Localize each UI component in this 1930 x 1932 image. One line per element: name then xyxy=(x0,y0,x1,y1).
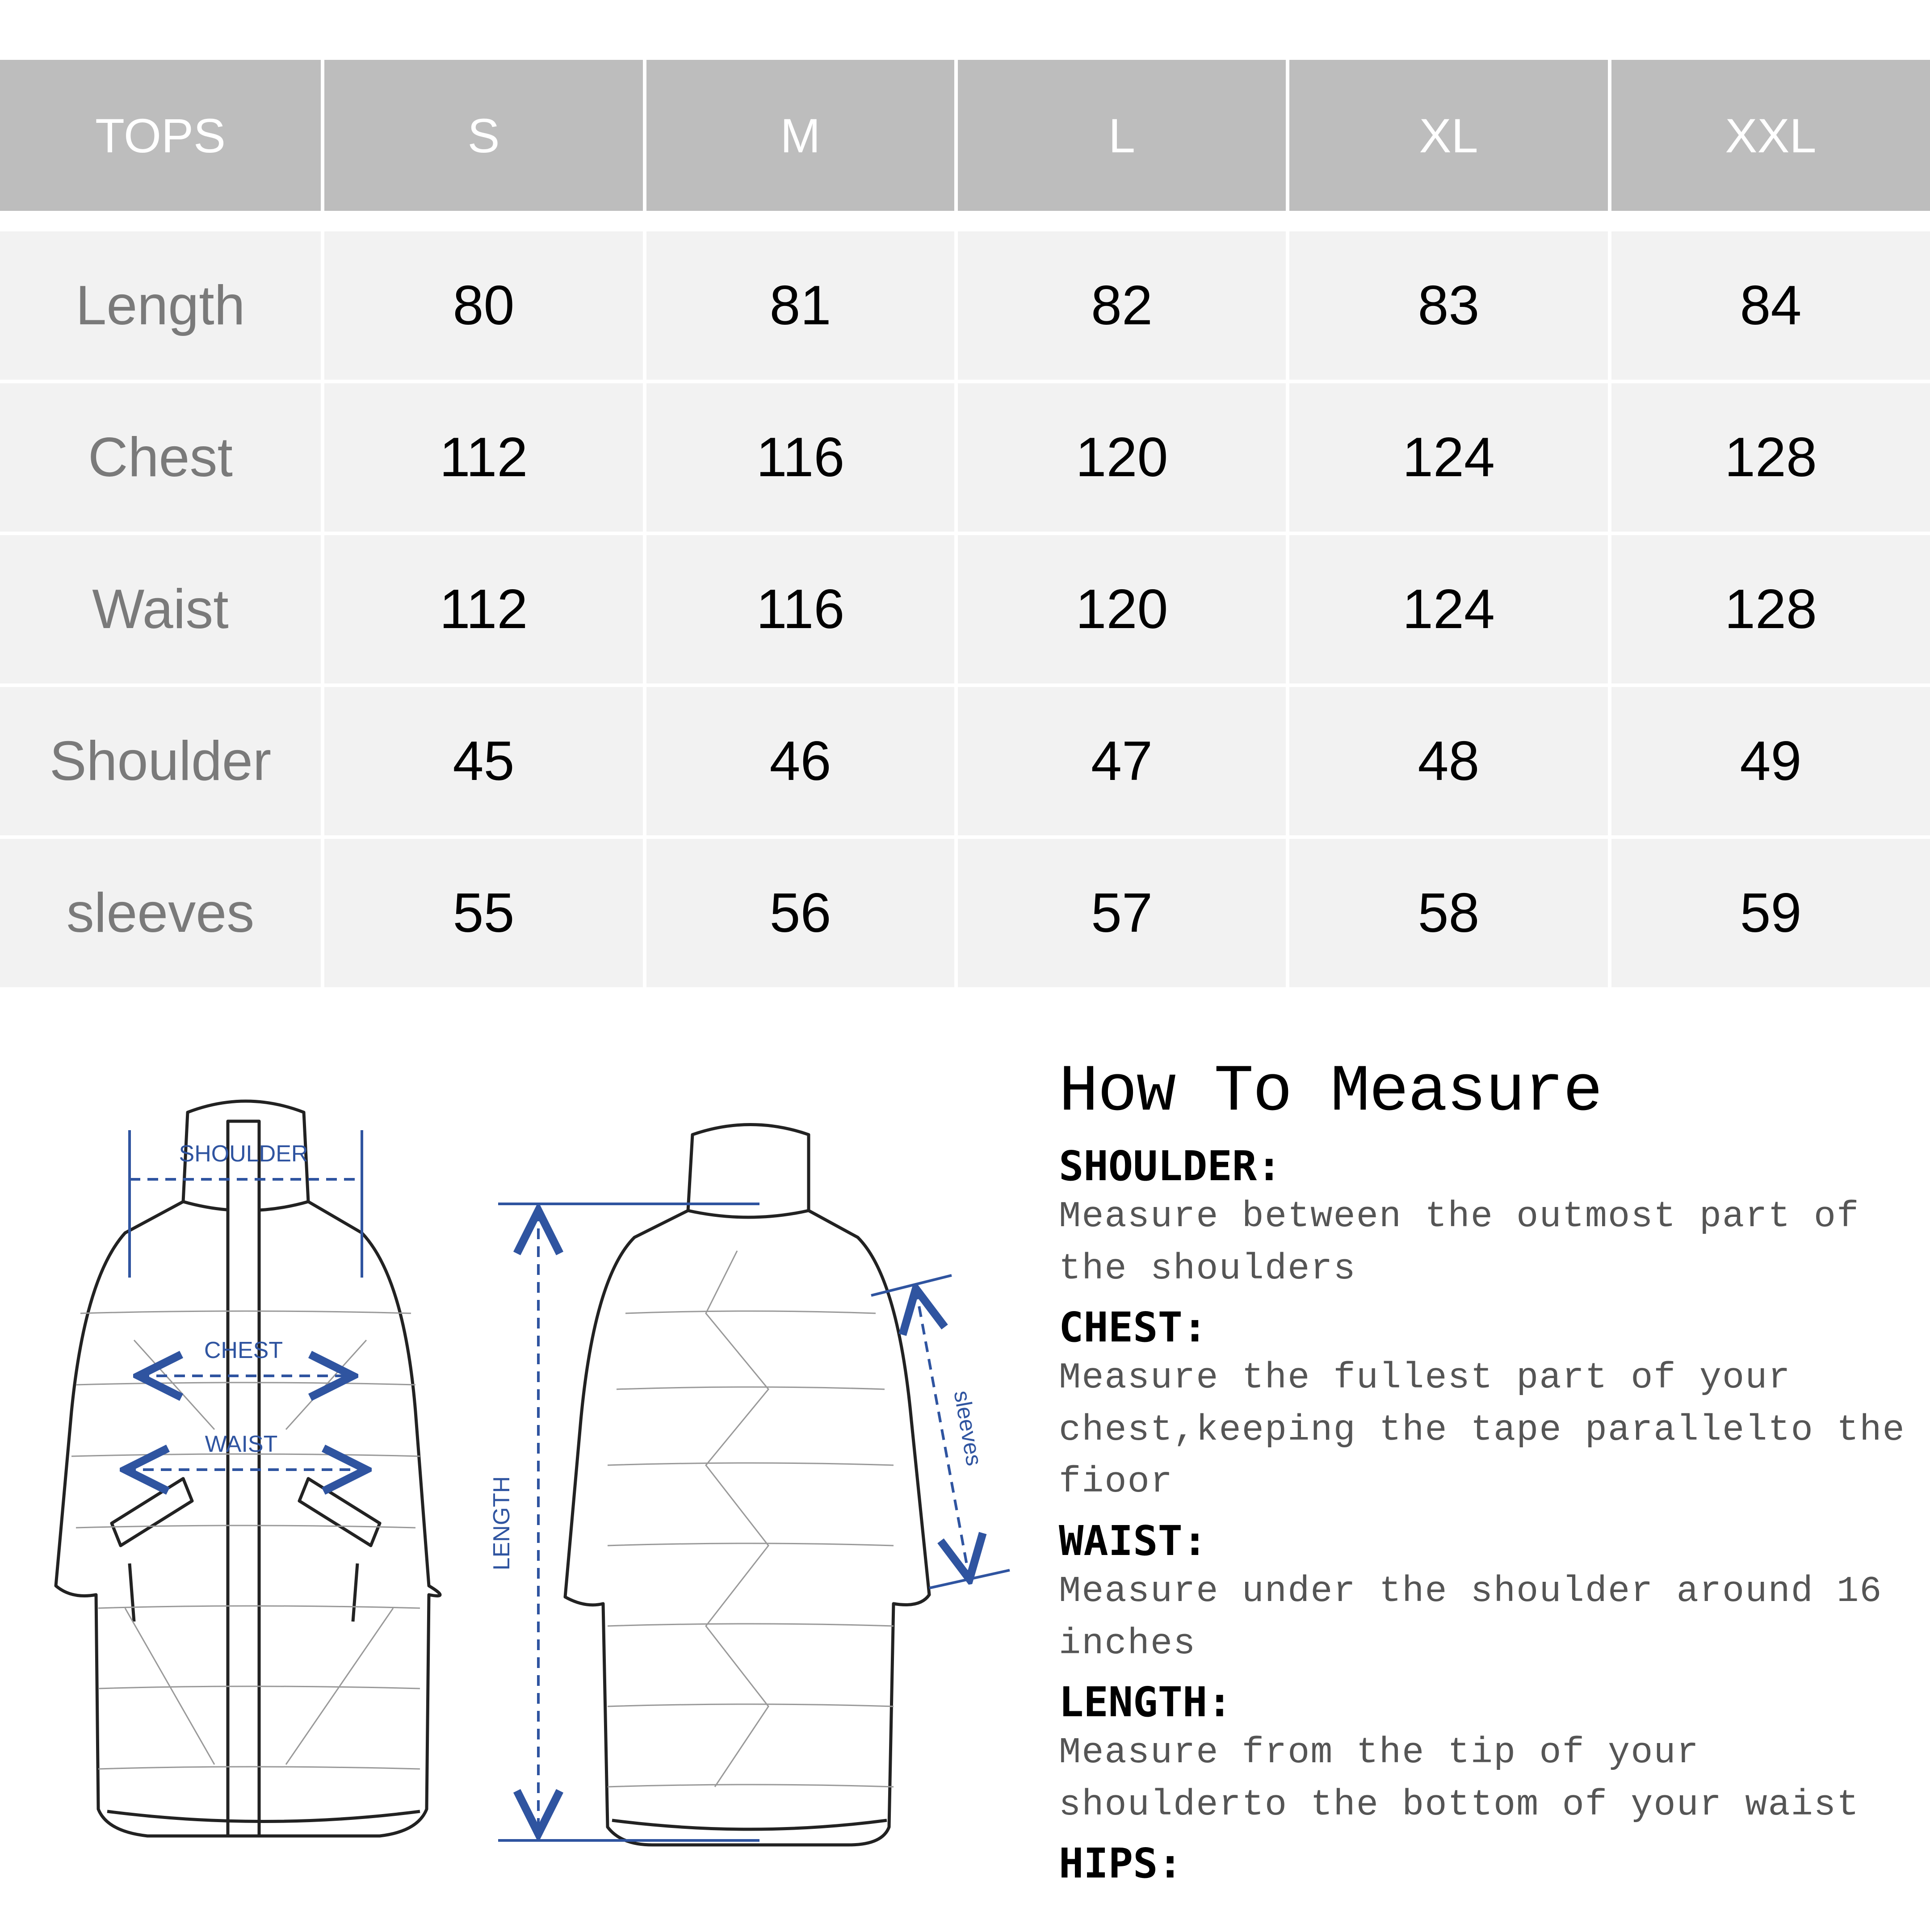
table-cell: 57 xyxy=(958,839,1286,987)
table-cell: 49 xyxy=(1611,687,1930,835)
table-cell: 45 xyxy=(324,687,643,835)
table-cell: 128 xyxy=(1611,535,1930,683)
back-coat-illustration xyxy=(565,1125,929,1845)
table-cell: 116 xyxy=(646,535,954,683)
chest-description: Measure the fullest part of your chest,keeping the tape parallelto the fioor xyxy=(1059,1357,1905,1503)
table-cell: 116 xyxy=(646,383,954,532)
table-cell: 47 xyxy=(958,687,1286,835)
length-label: LENGTH xyxy=(489,1476,515,1571)
table-cell: 56 xyxy=(646,839,954,987)
table-cell: 120 xyxy=(958,383,1286,532)
header-cell-m: M xyxy=(646,60,954,211)
waist-heading: WAIST: xyxy=(1059,1517,1208,1565)
sleeves-label: sleeves xyxy=(949,1388,987,1468)
table-cell: 46 xyxy=(646,687,954,835)
table-cell: 112 xyxy=(324,535,643,683)
length-heading: LENGTH: xyxy=(1059,1678,1232,1727)
table-cell: 59 xyxy=(1611,839,1930,987)
front-coat-illustration xyxy=(56,1101,440,1836)
table-cell: 83 xyxy=(1289,231,1608,380)
hips-heading: HIPS: xyxy=(1059,1840,1183,1888)
table-cell: 81 xyxy=(646,231,954,380)
length-description: Measure from the tip of your shoulderto the bottom of your waist xyxy=(1059,1732,1860,1826)
table-cell: 124 xyxy=(1289,383,1608,532)
how-to-measure-panel xyxy=(1059,1056,1917,1889)
row-label: Chest xyxy=(0,383,321,532)
table-cell: 55 xyxy=(324,839,643,987)
table-cell: 82 xyxy=(958,231,1286,380)
table-cell: 48 xyxy=(1289,687,1608,835)
table-row-chest xyxy=(0,383,1930,532)
table-header-row xyxy=(0,60,1930,211)
table-cell: 84 xyxy=(1611,231,1930,380)
row-label: sleeves xyxy=(0,839,321,987)
coat-measurement-diagram xyxy=(0,1027,1036,1930)
row-label: Length xyxy=(0,231,321,380)
table-row-waist xyxy=(0,535,1930,683)
shoulder-heading: SHOULDER: xyxy=(1059,1142,1282,1190)
shoulder-description: Measure between the outmost part of the shoulders xyxy=(1059,1196,1860,1290)
table-cell: 80 xyxy=(324,231,643,380)
table-row-sleeves xyxy=(0,839,1930,987)
row-label: Waist xyxy=(0,535,321,683)
row-label: Shoulder xyxy=(0,687,321,835)
table-cell: 120 xyxy=(958,535,1286,683)
header-cell-s: S xyxy=(324,60,643,211)
table-cell: 112 xyxy=(324,383,643,532)
header-cell-tops: TOPS xyxy=(0,60,321,211)
table-cell: 128 xyxy=(1611,383,1930,532)
chest-heading: CHEST: xyxy=(1059,1303,1208,1352)
shoulder-label: SHOULDER xyxy=(179,1141,308,1167)
header-cell-xxl: XXL xyxy=(1611,60,1930,211)
table-row-length xyxy=(0,231,1930,380)
table-cell: 58 xyxy=(1289,839,1608,987)
chest-label: CHEST xyxy=(204,1337,283,1363)
header-cell-xl: XL xyxy=(1289,60,1608,211)
table-cell: 124 xyxy=(1289,535,1608,683)
how-to-measure-title: How To Measure xyxy=(1059,1055,1602,1130)
table-row-shoulder xyxy=(0,687,1930,835)
waist-label: WAIST xyxy=(205,1431,278,1457)
header-cell-l: L xyxy=(958,60,1286,211)
waist-description: Measure under the shoulder around 16 inches xyxy=(1059,1571,1883,1664)
